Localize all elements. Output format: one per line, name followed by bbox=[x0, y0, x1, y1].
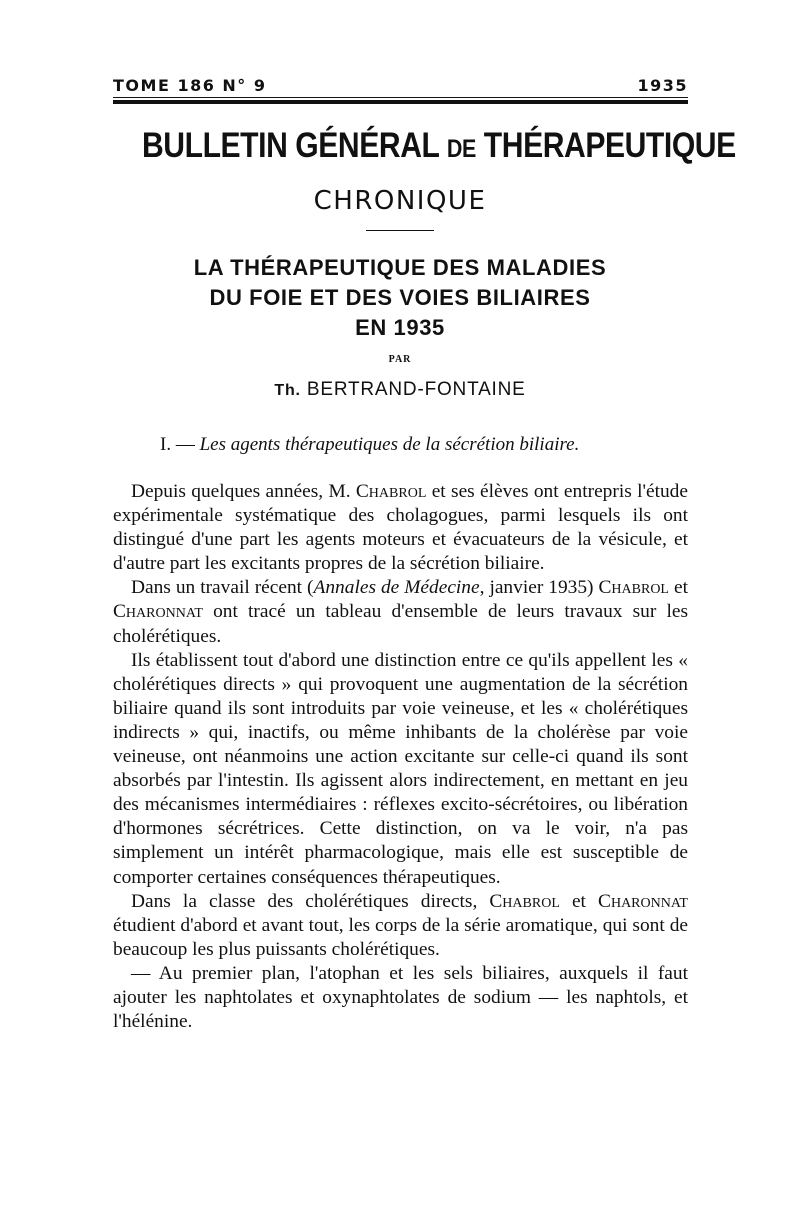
paragraph: Dans un travail récent (Annales de Médecine, janvier 1935) Chabrol et Charonnat ont tracé un tableau d'ensemble de leurs travaux sur les cholérétiques. bbox=[113, 577, 688, 647]
paragraph: Ils établissent tout d'abord une distinction entre ce qu'ils appellent les « cholérétiques directs » qui provoquent une augmentation de la sécrétion biliaire quand ils sont introduits par voie veineuse, et les « cholérétiques indirects » qui, inactifs, ou même inhibants de la cholérèse par voie veineuse, ont néanmoins une action excitante sur celle-ci quand ils sont absorbés par l'intestin. Ils agissent alors indirectement, en mettant en jeu des mécanismes intermédiaires : réflexes excito-sécrétoires, ou libération d'hormones sécrétrices. Cette distinction, on va le voir, n'a pas simplement un intérêt pharmacologique, mais elle est susceptible de comporter certaines conséquences thérapeutiques. bbox=[113, 649, 688, 888]
running-header bbox=[113, 76, 688, 95]
author-name: Th. BERTRAND-FONTAINE bbox=[274, 379, 526, 400]
article-title: LA THÉRAPEUTIQUE DES MALADIES DU FOIE ET DES VOIES BILIAIRES EN 1935 bbox=[193, 255, 607, 340]
year: 1935 bbox=[637, 76, 688, 95]
article-body bbox=[113, 480, 688, 1034]
section-heading: CHRONIQUE bbox=[313, 186, 487, 216]
section-subheading: I. — Les agents thérapeutiques de la sécrétion biliaire. bbox=[160, 434, 580, 455]
paragraph: — Au premier plan, l'atophan et les sels biliaires, auxquels il faut ajouter les naphtolates et oxynaphtolates de sodium — les naphtols, et l'hélénine. bbox=[113, 962, 688, 1033]
volume-number: TOME 186 N° 9 bbox=[113, 76, 267, 95]
section-rule bbox=[366, 230, 434, 231]
journal-title: BULLETIN GÉNÉRAL DE THÉRAPEUTIQUE bbox=[142, 126, 736, 165]
header-rule-thick bbox=[113, 100, 688, 104]
paragraph: Depuis quelques années, M. Chabrol et ses élèves ont entrepris l'étude expérimentale systématique des cholagogues, parmi lesquels ils ont distingué d'une part les agents moteurs et évacuateurs de la vésicule, et d'autre part les excitants propres de la sécrétion biliaire. bbox=[113, 481, 688, 575]
header-rule-thin bbox=[113, 97, 688, 98]
byline-par: PAR bbox=[388, 354, 412, 365]
paragraph: Dans la classe des cholérétiques directs, Chabrol et Charonnat étudient d'abord et avant tout, les corps de la série aromatique, qui sont de beaucoup les plus puissants cholérétiques. bbox=[113, 890, 688, 960]
